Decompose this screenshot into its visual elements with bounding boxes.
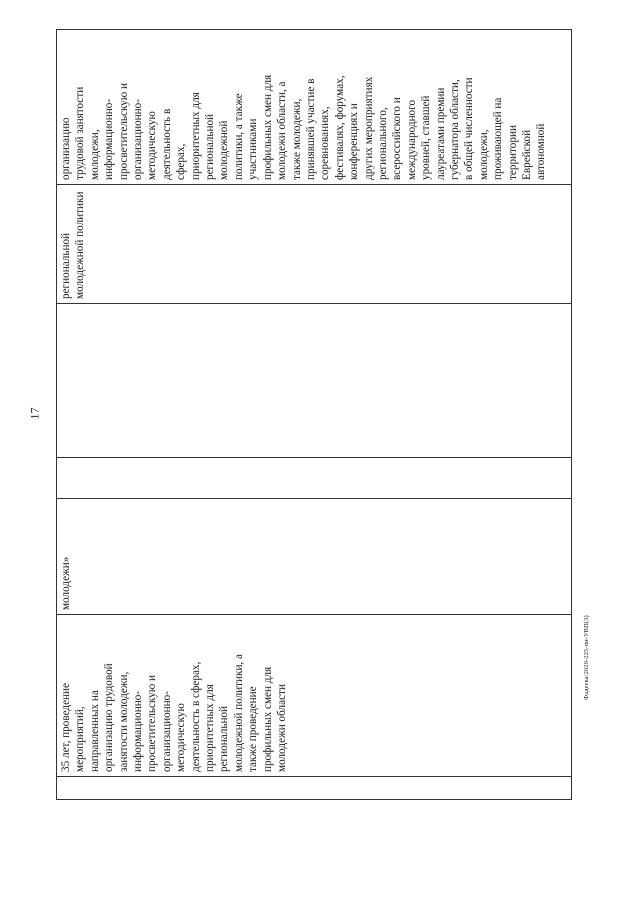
table-cell-responsible: региональной молодежной политики bbox=[57, 185, 572, 304]
table-cell-program-name: молодежи» bbox=[57, 499, 572, 615]
table-row bbox=[57, 30, 572, 800]
table-cell-indicator: организацию трудовой занятости молодежи, информационно- просветительскую и организационно- методическую деятельность в сферах, приоритетных для региональной молодежной политики, а также участниками профильных смен для молодежи области, а также молодежи, принявшей участие в соревнованиях, фестивалях, форумах, конференциях и других мероприятиях регионального, всероссийского и международного уровней, ставшей лауреатами премии губернатора области, в общей численности молодежи, проживающей на территории Еврейской автономной bbox=[57, 30, 572, 185]
rotated-table-wrapper bbox=[56, 30, 572, 800]
program-table bbox=[56, 29, 572, 800]
table-cell-description: 35 лет, проведение мероприятий, направленных на организацию трудовой занятости молодежи, информационно- просветительскую и организационно- методическую деятельность в сферах, приоритетных для региональной молодежной политики, а также проведение профильных смен для молодежи области bbox=[57, 615, 572, 777]
page-number: 17 bbox=[27, 407, 42, 420]
footer-code-text: Фадеева/2020-225-пн-УВП(3) bbox=[583, 615, 590, 700]
table-cell-empty bbox=[57, 458, 572, 499]
table-cell-empty-wide bbox=[57, 304, 572, 458]
table-cell-empty-left bbox=[57, 777, 572, 800]
